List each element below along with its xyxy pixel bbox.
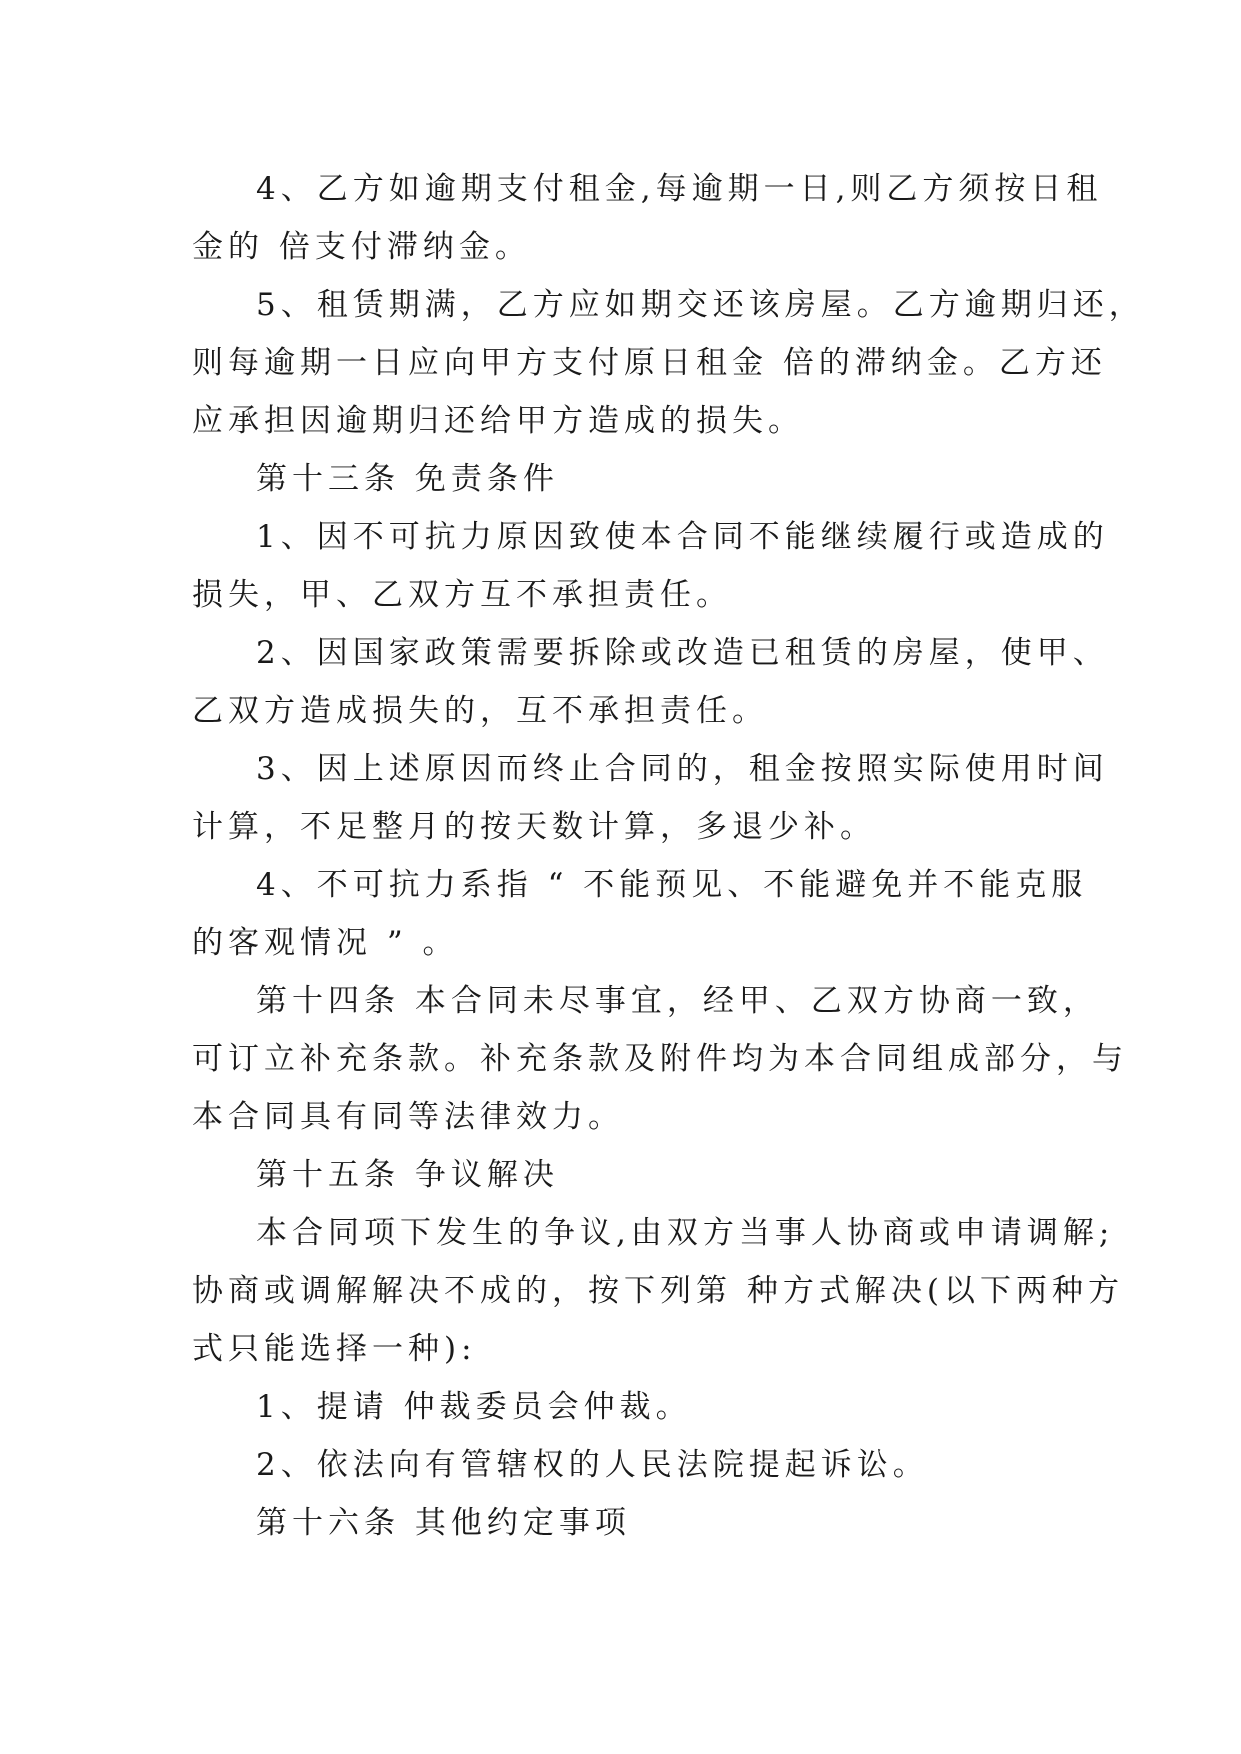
article-13-item-3-line-2: 计算，不足整月的按天数计算，多退少补。 [192,809,876,845]
clause-4-late-rent-line-1: 4、乙方如逾期支付租金,每逾期一日,则乙方须按日租 [256,171,1103,207]
article-15-body-line-3: 式只能选择一种): [192,1331,477,1367]
article-13-item-3-line-1: 3、因上述原因而终止合同的，租金按照实际使用时间 [256,751,1109,787]
article-13-item-4-line-1: 4、不可抗力系指 “ 不能预见、不能避免并不能克服 [256,867,1088,903]
clause-5-lease-expiry-line-1: 5、租赁期满，乙方应如期交还该房屋。乙方逾期归还， [256,287,1145,323]
clause-5-lease-expiry-line-2: 则每逾期一日应向甲方支付原日租金 倍的滞纳金。乙方还 [192,345,1107,381]
article-14-line-1: 第十四条 本合同未尽事宜，经甲、乙双方协商一致， [256,983,1099,1019]
article-16-heading: 第十六条 其他约定事项 [256,1505,631,1541]
article-14-line-2: 可订立补充条款。补充条款及附件均为本合同组成部分，与 [192,1041,1128,1077]
article-13-item-1-line-1: 1、因不可抗力原因致使本合同不能继续履行或造成的 [256,519,1109,555]
article-15-option-1: 1、提请 仲裁委员会仲裁。 [256,1389,692,1425]
article-15-option-2: 2、依法向有管辖权的人民法院提起诉讼。 [256,1447,929,1483]
article-13-item-2-line-1: 2、因国家政策需要拆除或改造已租赁的房屋，使甲、 [256,635,1109,671]
clause-4-late-rent-line-2: 金的 倍支付滞纳金。 [192,229,531,265]
article-14-line-3: 本合同具有同等法律效力。 [192,1099,624,1135]
article-13-item-4-line-2: 的客观情况 ” 。 [192,925,459,961]
article-15-body-line-1: 本合同项下发生的争议,由双方当事人协商或申请调解; [256,1215,1115,1251]
article-15-body-line-2: 协商或调解解决不成的，按下列第 种方式解决(以下两种方 [192,1273,1124,1309]
article-13-item-1-line-2: 损失，甲、乙双方互不承担责任。 [192,577,732,613]
article-15-heading: 第十五条 争议解决 [256,1157,559,1193]
article-13-item-2-line-2: 乙双方造成损失的，互不承担责任。 [192,693,768,729]
article-13-heading: 第十三条 免责条件 [256,461,559,497]
clause-5-lease-expiry-line-3: 应承担因逾期归还给甲方造成的损失。 [192,403,804,439]
document-body [192,160,1145,1552]
